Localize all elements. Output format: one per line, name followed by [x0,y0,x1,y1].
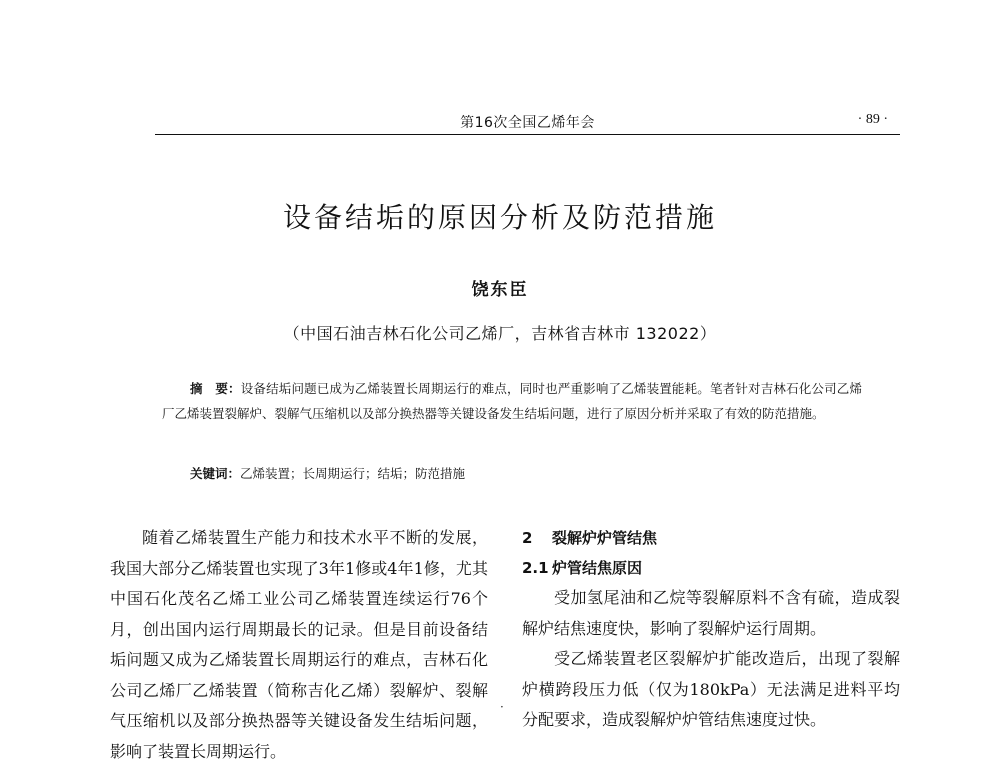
intro-paragraph: 随着乙烯装置生产能力和技术水平不断的发展，我国大部分乙烯装置也实现了3年1修或4年1修，尤其中国石化茂名乙烯工业公司乙烯装置连续运行76个月，创出国内运行周期最长的记录。但是目前设备结垢问题又成为乙烯装置长周期运行的难点，吉林石化公司乙烯厂乙烯装置（简称吉化乙烯）裂解炉、裂解气压缩机以及部分换热器等关键设备发生结垢问题，影响了装置长周期运行。 [110,528,488,761]
section-title: 裂解炉炉管结焦 [552,529,658,547]
subsection-title: 炉管结焦原因 [552,559,643,577]
abstract [162,376,862,426]
subsection-heading [522,553,900,583]
right-column [522,523,900,736]
body-paragraph: 受乙烯装置老区裂解炉扩能改造后，出现了裂解炉横跨段压力低（仅为180kPa）无法满足进料平均分配要求，造成裂解炉炉管结焦速度过快。 [522,649,900,729]
keywords-text: 乙烯装置；长周期运行；结垢；防范措施 [240,466,466,481]
margin-mark: · [500,700,504,714]
left-column [110,523,488,767]
page-header [155,108,900,135]
author-affiliation: （中国石油吉林石化公司乙烯厂，吉林省吉林市 132022） [283,324,717,343]
keywords [190,464,465,482]
keywords-label: 关键词： [190,466,241,481]
section-heading [522,523,900,553]
author-name: 饶东臣 [471,280,529,300]
running-head: 第16次全国乙烯年会 [460,115,595,131]
page-number: · 89 · [857,112,888,127]
article-title: 设备结垢的原因分析及防范措施 [282,201,717,234]
abstract-label: 摘 要： [190,381,241,396]
abstract-text: 设备结垢问题已成为乙烯装置长周期运行的难点，同时也严重影响了乙烯装置能耗。笔者针对吉林石化公司乙烯厂乙烯装置裂解炉、裂解气压缩机以及部分换热器等关键设备发生结垢问题，进行了原因分析并采取了有效的防范措施。 [162,381,862,421]
subsection-number: 2.1 [522,559,549,577]
body-paragraph: 受加氢尾油和乙烷等裂解原料不含有硫，造成裂解炉结焦速度快，影响了裂解炉运行周期。 [522,588,900,638]
section-number: 2 [522,529,533,547]
